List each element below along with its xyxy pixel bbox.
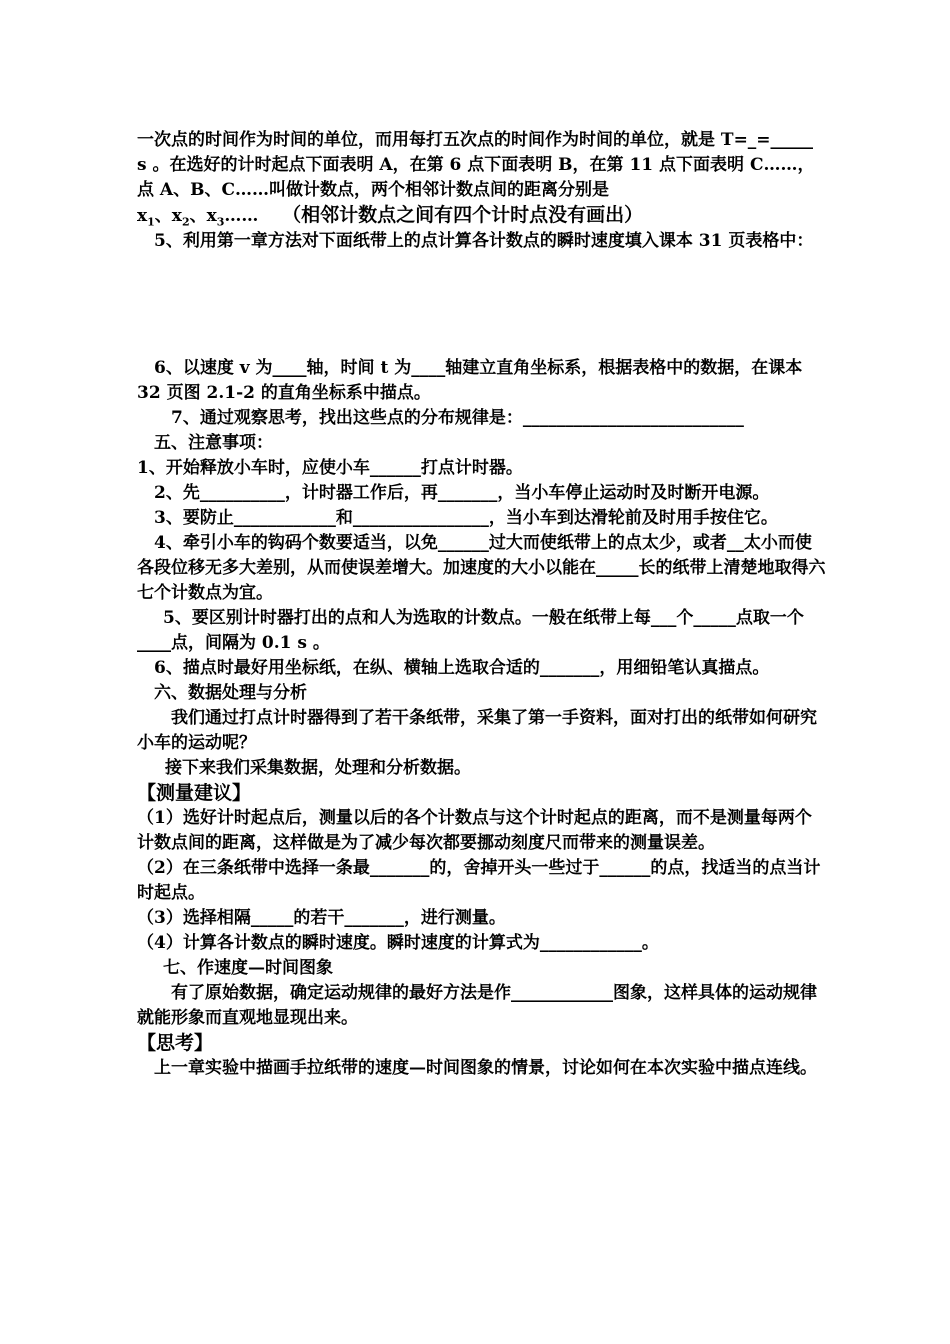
note-counting-points: （相邻计数点之间有四个计时点没有画出） <box>282 204 644 226</box>
advice-2: （2）在三条纸带中选择一条最_______的，舍掉开头一些过于______的点，找适当的点当计时起点。 <box>137 858 821 903</box>
item-7-pattern: 7、通过观察思考，找出这些点的分布规律是：__________________________ <box>171 408 744 428</box>
blank-tape-area <box>137 254 827 356</box>
heading-think: 【思考】 <box>137 1032 214 1054</box>
section-heading-vt-graph: 七、作速度—时间图象 <box>163 958 333 978</box>
section-heading-notes: 五、注意事项： <box>154 433 273 453</box>
paragraph-think: 上一章实验中描画手拉纸带的速度—时间图象的情景，讨论如何在本次实验中描点连线。 <box>154 1058 817 1078</box>
advice-1: （1）选好计时起点后，测量以后的各个计数点与这个计时起点的距离，而不是测量每两个计数点间的距离，这样做是为了减少每次都要挪动刻度尺而带来的测量误差。 <box>137 808 812 853</box>
item-5-instant-velocity: 5、利用第一章方法对下面纸带上的点计算各计数点的瞬时速度填入课本 31 页表格中： <box>154 231 814 251</box>
note-5: 5、要区别计时器打出的点和人为选取的计数点。一般在纸带上每___个_____点取一个____点，间隔为 0.1 s 。 <box>137 608 804 653</box>
note-1: 1、开始释放小车时，应使小车______打点计时器。 <box>137 458 523 478</box>
paragraph-time-unit: 一次点的时间作为时间的单位，而用每打五次点的时间作为时间的单位，就是 T=_=_____ s 。在选好的计时起点下面表明 A，在第 6 点下面表明 B，在第 11 点下面表明 C……，点 A、B、C……叫做计数点，两个相邻计数点间的距离分别是 <box>137 130 815 200</box>
note-3: 3、要防止____________和________________，当小车到达滑轮前及时用手按住它。 <box>154 508 778 528</box>
paragraph-vt-graph: 有了原始数据，确定运动规律的最好方法是作____________图象，这样具体的运动规律就能形象而直观地显现出来。 <box>137 983 817 1028</box>
item-6-axes: 6、以速度 v 为____轴，时间 t 为____轴建立直角坐标系，根据表格中的数据，在课本 32 页图 2.1-2 的直角坐标系中描点。 <box>137 358 803 403</box>
note-2: 2、先__________，计时器工作后，再_______，当小车停止运动时及时断开电源。 <box>154 483 770 503</box>
note-4: 4、牵引小车的钩码个数要适当，以免______过大而使纸带上的点太少，或者__太小而使各段位移无多大差别，从而使误差增大。加速度的大小以能在_____长的纸带上清楚地取得六七个计数点为宜。 <box>137 533 826 603</box>
heading-measure-advice: 【测量建议】 <box>137 782 252 804</box>
advice-4: （4）计算各计数点的瞬时速度。瞬时速度的计算式为____________。 <box>137 933 659 953</box>
advice-3: （3）选择相隔_____的若干_______，进行测量。 <box>137 908 506 928</box>
note-6: 6、描点时最好用坐标纸，在纵、横轴上选取合适的_______，用细铅笔认真描点。 <box>154 658 770 678</box>
paragraph-distance-symbols: $x_1$、$x_2$、$x_3\dots\dots$ （相邻计数点之间有四个计时点没有画出） <box>137 204 644 229</box>
section-heading-data: 六、数据处理与分析 <box>154 683 307 703</box>
document-body <box>137 128 827 1081</box>
paragraph-tape-intro: 我们通过打点计时器得到了若干条纸带，采集了第一手资料，面对打出的纸带如何研究小车的运动呢？ <box>137 708 817 753</box>
paragraph-collect-data: 接下来我们采集数据，处理和分析数据。 <box>165 758 471 778</box>
